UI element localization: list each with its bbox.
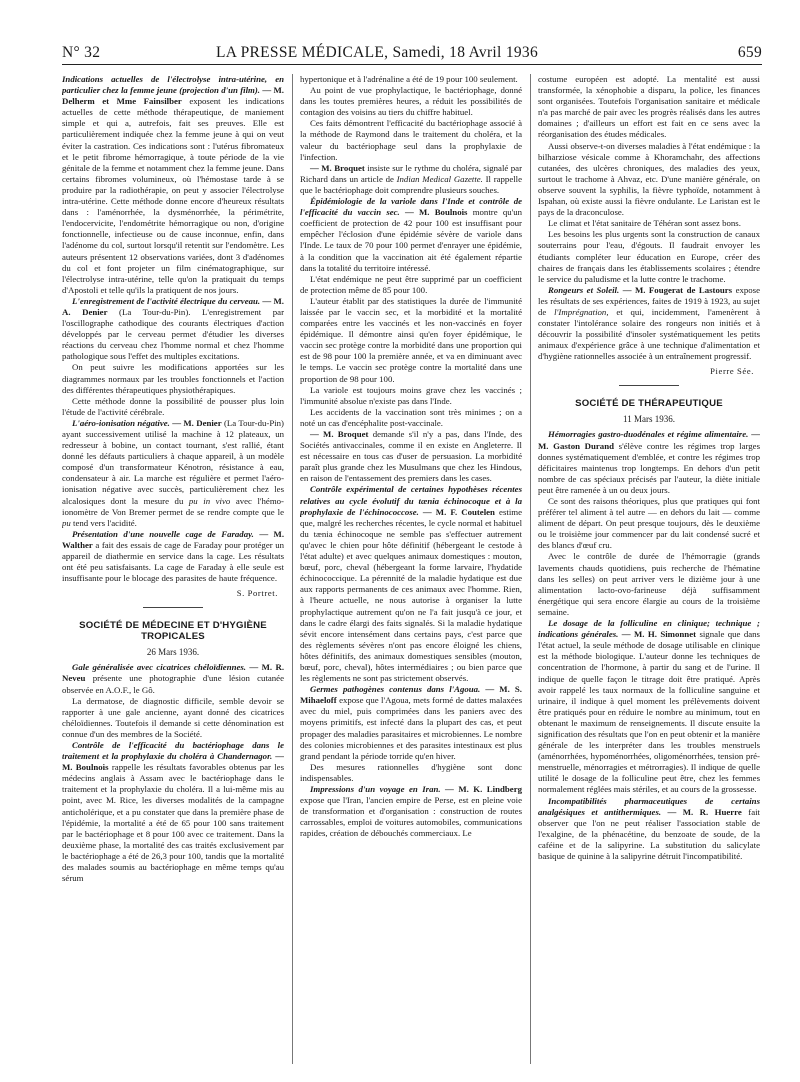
article-body: rappelle les résultats favorables obtenus par les médecins anglais à Assam avec le bactériophage dans le traitement et la prophylaxie du choléra. Il a lui-même mis au point, avec M. Rice, les diverses modalités de la campagne anticholérique, et a pu constater que dans la première phase de l'épidémie, la mortalité a été de 65 pour 100 sans traitement par le bactériophage et 8 pour 100 avec ce traitement. Dans la deuxième phase, la mortalité des cas traités exclusivement par le bactériophage a été de 26,3 pour 100, tandis que la mortalité des malades soumis au bactériophage en même temps qu'au sérum <box>62 762 284 884</box>
article-title: Contrôle de l'efficacité du bactériophage dans le traitement et la prophylaxie du choléra à Chandernagor. <box>62 739 284 762</box>
paragraph: La variole est toujours moins grave chez les vaccinés ; l'immunité absolue n'existe pas dans l'Inde. <box>300 384 522 406</box>
article-authors: — M. Boulnois <box>62 751 284 773</box>
article-rongeurs <box>538 285 760 363</box>
article-title: Incompatibilités pharmaceutiques de certains analgésiques et antithermiques. <box>538 795 760 817</box>
article-body: avec l'hémo-ionomètre de Von Bremer permet de se rendre compte que le <box>62 495 284 517</box>
article-title: Gale généralisée avec cicatrices chéloïdiennes. <box>72 662 247 673</box>
article-body: demande s'il n'y a pas, dans l'Inde, des Sociétés antivaccinales, comme il en existe en Angleterre. Il est nécessaire en tous cas d'user de persuasion. La morbidité paraît plus grande chez les Musulmans que chez les Hindous, en raison de l'entassement des premiers dans les cases. <box>300 429 522 484</box>
column-rule <box>530 74 531 1064</box>
article-authors: — M. Delherm et Mme Fainsilber <box>62 85 284 107</box>
paragraph: Le climat et l'état sanitaire de Téhéran sont assez bons. <box>548 218 741 229</box>
article-body: L'enregistrement par l'oscillographe cathodique des courants électriques d'action développés par le cerveau permet d'étudier les diverses réactions du cerveau chez l'homme normal et chez l'homme pathologique sous l'effet des multiples excitations. <box>62 306 284 362</box>
article-place: (La Tour-du-Pin). <box>119 306 191 317</box>
article-body: ayant successivement utilisé la machine à 12 plateaux, un redresseur à bobine, un contact tournant, s'est rallié, étant donné les défauts particuliers à chaque appareil, à un modèle composé d'un transformateur Kénotron, résistance à eau, condensateur à air. La marche est régulière et permet l'aéro-ionisation négative avec succès, particulièrement chez les alcalosiques dont la mesure du <box>62 429 284 506</box>
article-title: Contrôle expérimental de certaines hypothèses récentes relatives au cycle évolutif du tænia échinocoque et à la prophylaxie de l'échinococcose. <box>300 484 522 517</box>
article-authors: — M. F. Coutelen <box>422 506 495 517</box>
article-body: présente une photographie d'une lésion cutanée observée en A.O.F., le Gô. <box>62 673 284 695</box>
journal-page <box>62 38 762 1068</box>
article-title: Présentation d'une nouvelle cage de Faraday. <box>72 528 254 539</box>
article-body: exposent les indications actuelles de cette méthode thérapeutique, de maniement simple et qui a, autrefois, fait ses preuves. Elle est particulièrement indiquée chez la femme jeune à qui on veut éviter la castration. Ces indications sont : l'utérus fibromateux et le petit fibrome hémorragique, à toute période de la vie génitale de la femme et notamment chez la femme jeune. Dans certains fibromes volumineux, où l'hémostase tarde à se produire par la radiothérapie, on peut y associer l'électrolyse intra-utérine. Cette méthode donne encore d'heureux résultats dans : l'aménorrhée, la dysménorrhée, la périmétrite, l'endocervicite, l'endométrite hémorragique ou non, d'origine fonctionnelle, infectieuse ou de cause inconnue, enfin, dans l'adénome du col, surtout lorsqu'il retentit sur l'endomètre. Les auteurs présentent 12 observations variées, dont 3 d'adénomes du col et font projeter un film cinématographique, sur l'électrolyse intra-utérine, telle qu'on la pratiquait du temps d'Apostoli et telle qu'ils la pratiquent de nos jours. <box>62 96 284 295</box>
article-hemorragies <box>538 429 760 496</box>
article-body: Il rappelle que le bactériophage doit comprendre plusieurs souches. <box>300 173 522 195</box>
article-authors: — M. R. Neveu <box>62 662 284 684</box>
article-authors: — M. K. Lindberg <box>445 784 522 794</box>
page-number: 659 <box>737 44 762 61</box>
article-aero-ionisation <box>62 418 284 529</box>
text-columns <box>62 74 762 1064</box>
paragraph: Les besoins les plus urgents sont la construction de canaux souterrains pour l'eau, d'égouts. Il faudrait envoyer les étudiants compléter leur éducation en Europe, créer des chaires de français dans les établissements scolaires ; étendre le service du paludisme et la lutte contre le trachome. <box>538 229 760 284</box>
article-authors: — M. Walther <box>62 528 284 550</box>
column-middle <box>300 74 522 1064</box>
paragraph: On peut suivre les modifications apportées sur les diagrammes normaux par les troubles fonctionnels et l'action des différentes thérapeutiques physiothérapiques. <box>62 362 284 395</box>
session-date: 26 Mars 1936. <box>146 647 200 658</box>
running-header <box>62 38 762 65</box>
column-right <box>538 74 760 1064</box>
article-authors: — M. H. Simonnet <box>621 629 697 640</box>
article-body: signale que dans l'état actuel, la seule méthode de dosage utilisable en clinique est la méthode biologique. L'auteur donne les techniques de concentration de l'hormone, à partir du sang et de l'urine. Il indique de quelle façon le titrage doit être pratiqué. Après avoir rappelé les taux normaux de la folliculine sanguine et urinaire, il indique à quel moment les prélèvements doivent être pratiqués pour en réduire le nombre au minimum, tout en obtenant le maximum de renseignements. Il discute ensuite la signification des résultats que l'on en peut obtenir et la manière générale de les interpréter dans les troubles menstruels (aménorrhées, hypoménorrhées, oligoménorrhées, tension pré-menstruelle, ménorragies et métrorragies). Il indique de quelle utilité le dosage de la folliculine peut être, chez les femmes normalement réglées mais stériles, et au cours de la grossesse. <box>538 629 760 795</box>
column-left <box>62 74 284 1064</box>
paragraph: Au point de vue prophylactique, le bactériophage, donné dans les toutes premières heures, a réduit les possibilités de contagion des voisins au tiers du chiffre habituel. <box>300 85 522 118</box>
article-title: Rongeurs et Soleil. <box>548 284 620 295</box>
article-gale <box>62 662 284 695</box>
article-title: Hémorragies gastro-duodénales et régime alimentaire. <box>548 429 749 440</box>
article-authors: — M. Broquet <box>310 162 365 173</box>
article-authors: — M. Boulnois <box>404 207 468 218</box>
article-authors: — M. A. Denier <box>62 295 284 317</box>
article-cage-faraday <box>62 529 284 584</box>
paragraph: Ces faits démontrent l'efficacité du bactériophage associé à la méthode de Raymond dans le traitement du choléra, et la valeur du bactériophage seul dans la prophylaxie de l'infection. <box>300 118 522 162</box>
article-authors: — M. Broquet <box>310 429 369 439</box>
article-body: fait observer que l'on ne peut réaliser l'association stable de l'exalgine, de la phénacétine, du benzoate de soude, de la caféine et de la salipyrine. La substitution du salicylate basique de quinine à la salipyrine détruit l'incompatibilité. <box>538 806 760 861</box>
article-folliculine <box>538 618 760 796</box>
article-activite-electrique <box>62 296 284 363</box>
article-body: expose que l'Iran, l'ancien empire de Perse, est en pleine voie de transformation et d'organisation : construction de routes carrossables, emploi de voitures automobiles, communications rapides, création de débouchés commerciaux. Le <box>300 795 522 839</box>
emphasis-term: l'Imprégnation, <box>554 306 609 317</box>
article-title: Impressions d'un voyage en Iran. <box>310 784 441 794</box>
article-variole <box>300 196 522 274</box>
column-rule <box>292 74 293 1064</box>
ph-term: pu in vivo <box>188 495 231 506</box>
paragraph: L'auteur établit par des statistiques la durée de l'immunité laissée par le vaccin sec, et la morbidité et la mortalité comparées entre les vaccinés et les non-vaccinés en foyer épidémique. Il démontre ainsi qu'en foyer épidémique, le vaccin sec protège contre la morbidité dans une proportion qui est de 98 pour 100 la première année, et va en diminuant avec le temps. Le vaccin sec protège contre la mortalité dans une proportion de 98 pour 100. <box>300 295 522 384</box>
session-date: 11 Mars 1936. <box>623 414 675 425</box>
ph-term: pu <box>62 517 71 528</box>
paragraph: Les accidents de la vaccination sont très minimes ; on a noté un cas d'encéphalite post-vaccinale. <box>300 406 522 428</box>
article-title: L'aéro-ionisation négative. <box>72 417 170 428</box>
paragraph: L'état endémique ne peut être supprimé par un coefficient de protection même de 85 pour 100. <box>300 273 522 295</box>
article-authors: — M. Denier <box>172 417 222 428</box>
article-bacteriophage <box>62 740 284 884</box>
journal-reference: Indian Medical Gazette. <box>396 173 483 184</box>
article-title: L'enregistrement de l'activité électrique du cerveau. <box>72 295 261 306</box>
issue-number: N° 32 <box>62 44 101 61</box>
article-body: expose que l'Agoua, mets formé de dattes malaxées avec du miel, puis comprimées dans les paniers avec des moyens primitifs, est infecté dans la plupart des cas, et peut propager des maladies parasitaires et microbiennes. Le nombre des colonies microbiennes et des parasites intestinaux est plus grand pendant la période torride qu'en hiver. <box>300 695 522 761</box>
journal-title: LA PRESSE MÉDICALE, Samedi, 18 Avril 1936 <box>216 44 539 61</box>
article-body: expose les résultats de ses expériences, faites de 1919 à 1923, au sujet de <box>538 284 760 317</box>
signature: Pierre Sée. <box>710 366 754 377</box>
signature: S. Portret. <box>236 588 278 599</box>
article-incompatibilites <box>538 796 760 863</box>
separator-rule <box>143 607 203 608</box>
paragraph: Cette méthode donne la possibilité de pousser plus loin l'étude de l'activité cérébrale. <box>62 395 284 417</box>
article-place: (La Tour-du-Pin) <box>223 417 284 428</box>
article-title: Le dosage de la folliculine en clinique; technique ; indications générales. <box>538 618 760 640</box>
article-iran <box>300 784 522 839</box>
paragraph <box>300 429 522 484</box>
article-body: estime que, malgré les recherches récentes, le cycle normal et habituel du tænia échinocoque ne semble pas s'effectuer autrement qu'avec le chien pour hôte définitif (hébergeant le cestode à l'état adulte) et avec quelques animaux domestiques : mouton, bœuf, porc, cheval (hébergeant la forme larvaire, l'hydatide échinococcique. La pérennité de la maladie hydatique est due aux rapports permanents de ces animaux avec l'homme. Rien, à l'heure actuelle, ne nous autorise à organiser la lutte prophylactique autrement qu'on ne l'a fait jusqu'à ce jour, et dans le cadre élargi des faits signalés. Si la maladie hydatique sévit encore intensément dans certains pays, c'est parce que des règlements sévères n'ont pas encore éloigné les chiens, hôtes définitifs, des animaux domestiques sensibles (mouton, bœuf, porc, cheval), hôtes intermédiaires ; ou bien parce que les règlements ne sont pas strictement observés. <box>300 506 522 684</box>
article-echinococcose <box>300 484 522 684</box>
paragraph: Des mesures rationnelles d'hygiène sont donc indispensables. <box>300 761 522 783</box>
paragraph: Aussi observe-t-on diverses maladies à l'état endémique : la bilharziose vésicale comme à Khoramchahr, des affections cutanées, des ulcères chroniques, des maladies des yeux, surtout le trachome à Ahvaz, etc. D'une manière générale, on observe souvent la syphilis, la fièvre typhoïde, notamment à Ispahan, où existe aussi la fièvre ondulante. Le Laristan est le pays de la draconculose. <box>538 140 760 218</box>
article-authors: — M. R. Huerre <box>667 806 742 817</box>
article-title: Épidémiologie de la variole dans l'Inde et contrôle de l'efficacité du vaccin sec. <box>300 196 522 218</box>
article-body: tend vers l'acidité. <box>73 517 137 528</box>
article-body: et qui, incidemment, l'amenèrent à constater l'intolérance solaire des rongeurs non initiés et à découvrir la possibilité d'insoler systématiquement les petits animaux d'expérience grâce à une technique d'alimentation et d'hygiène rationnelles associée à un entraînement progressif. <box>538 306 760 362</box>
paragraph: Avec le contrôle de durée de l'hémorragie (grands lavements chauds quotidiens, puis recherche de l'hématine dans les selles) on peut arriver vers le dizième jour à une alimentation lacto-ovo-farineuse déjà suffisamment énergétique qui sera encore élargie au cours de la troisième semaine. <box>538 551 760 617</box>
article-authors: — M. Gaston Durand <box>538 429 760 451</box>
article-title: Indications actuelles de l'électrolyse intra-utérine, en particulier chez la femme jeune (projection d'un film). <box>62 74 284 96</box>
separator-rule <box>619 385 679 386</box>
paragraph <box>300 163 522 196</box>
article-title: Germes pathogènes contenus dans l'Agoua. <box>310 684 481 695</box>
paragraph: hypertonique et à l'adrénaline a été de 19 pour 100 seulement. <box>300 74 518 84</box>
paragraph: Ce sont des raisons théoriques, plus que pratiques qui font préférer tel aliment à tel autre — en dehors du lait — comme aliment de départ. On peut presque toujours, dès le deuxième ou le troisième jour commencer par du lait condensé sucré et des blancs d'œuf cru. <box>538 496 760 551</box>
article-body: a fait des essais de cage de Faraday pour protéger un appareil de diathermie en service dans la cage. Les résultats ont été peu satisfaisants. La cage de Faraday à elle seule est insuffisante pour le blocage des parasites de haute fréquence. <box>62 539 284 584</box>
article-agoua <box>300 684 522 762</box>
article-body: montre qu'un coefficient de protection de 42 pour 100 est insuffisant pour empêcher l'éclosion d'une épidémie sévère de variole dans l'Inde. Le taux de 70 pour 100 permet d'enrayer une épidémie, à la condition que la vaccination ait été également répartie dans la totalité du territoire intéressé. <box>300 207 522 273</box>
article-authors: — M. S. Mihaeloff <box>300 684 522 706</box>
paragraph: costume européen est adopté. La mentalité est aussi transformée, la xénophobie a disparu, la police, les finances sont organisées. Toutefois l'organisation sanitaire et médicale n'a pas marché de pair avec les progrès réalisés dans les autres domaines ; d'ailleurs un effort est fait en ce sens avec la réorganisation des études médicales. <box>538 74 760 140</box>
article-body: s'élève contre les régimes trop larges donnes systématiquement d'emblée, et contre les régimes trop déficitaires maintenus trop longtemps. En dehors d'un petit nombre de cas spéciaux précisés par l'auteur, la diète initiale peut être ramenée à un ou deux jours. <box>538 440 760 495</box>
article-electrolyse <box>62 74 284 296</box>
section-heading: SOCIÉTÉ DE THÉRAPEUTIQUE <box>575 398 723 410</box>
article-body: insiste sur le rythme du choléra, signalé par Richard dans un article de <box>300 162 522 184</box>
article-authors: — M. Fougerat de Lastours <box>622 284 733 295</box>
section-heading: SOCIÉTÉ DE MÉDECINE ET D'HYGIÈNE TROPICALES <box>79 620 267 643</box>
paragraph: La dermatose, de diagnostic difficile, semble devoir se rapporter à une gale ancienne, ayant donné des cicatrices chéloïdiennes. Toutefois il demande si cette dénomination est connue d'un des membres de la Société. <box>62 695 284 739</box>
